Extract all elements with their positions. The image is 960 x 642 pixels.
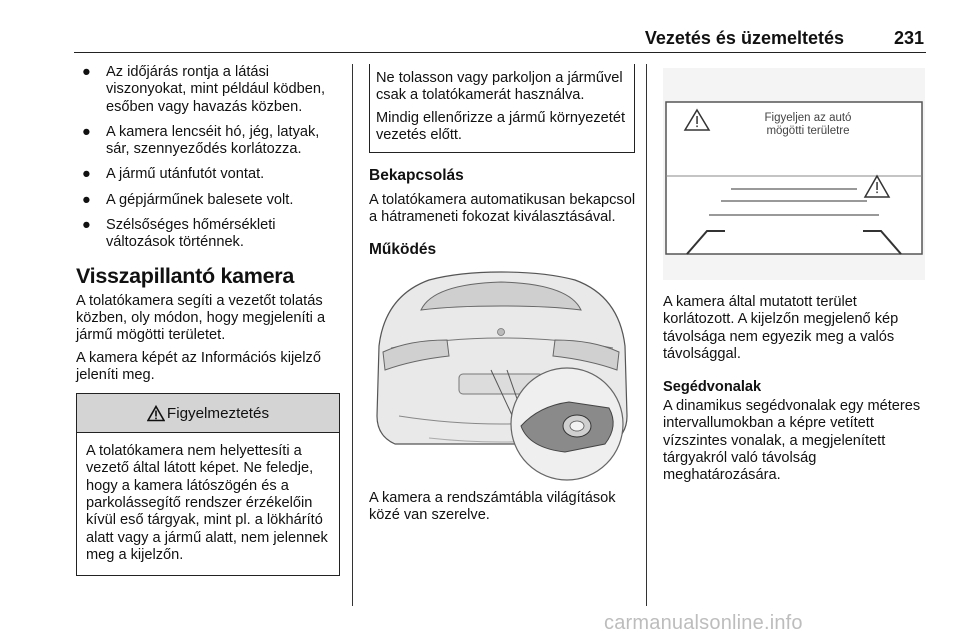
camera-area-paragraph: A kamera által mutatott terület korlátozott. A kijelzőn megjelenő kép távolsága nem egyezik meg a valós távolsággal. (663, 294, 899, 362)
display-paragraph: A kamera képét az Információs kijelző jeleníti meg. (76, 349, 321, 383)
list-item: ● A jármű utánfutót vontat. (82, 166, 265, 183)
intro-paragraph: A tolatókamera segíti a vezetőt tolatás közben, oly módon, hogy megjeleníti a jármű mögötti területet. (76, 292, 326, 344)
column-divider-2 (646, 64, 647, 606)
page-title: Vezetés és üzemeltetés (644, 28, 844, 48)
list-item: ● A gépjárműnek balesete volt. (82, 191, 294, 208)
warning-icon (147, 405, 165, 422)
column-1 (76, 64, 344, 576)
screen-message-line-1: Figyeljen az autó (764, 112, 852, 124)
heading-switch-on: Bekapcsolás (369, 167, 464, 185)
guidelines-paragraph: A dinamikus segédvonalak egy méteres intervallumokban a képre vetített vízszintes vonalak, a megjelenített tárgyakról való távolság meghatározására. (663, 398, 921, 484)
column-divider-1 (352, 64, 353, 606)
camera-display-figure (663, 68, 925, 280)
switch-on-paragraph: A tolatókamera automatikusan bekapcsol a hátrameneti fokozat kiválasztásával. (369, 192, 636, 226)
warning-header (77, 394, 339, 433)
figure-caption: A kamera a rendszámtábla világítások közé van szerelve. (369, 489, 616, 524)
list-item: ● Az időjárás rontja a látási viszonyokat, mint például ködben, esőben vagy havazás közben. (82, 64, 326, 115)
condition-list (76, 64, 344, 252)
car-rear-camera-figure (369, 266, 633, 481)
screen-message-line-2: mögötti területre (766, 125, 850, 137)
column-3 (663, 64, 927, 490)
column-2 (369, 64, 637, 529)
note-line-1: Ne tolasson vagy parkoljon a járművel csak a tolatókamerát használva. (376, 70, 623, 104)
section-title: Visszapillantó kamera (76, 263, 294, 288)
page-header (74, 26, 926, 53)
list-item: ● A kamera lencséit hó, jég, latyak, sár, szennyeződés korlátozza. (82, 123, 320, 158)
page-number: 231 (893, 28, 924, 48)
list-item: ● Szélsőséges hőmérsékleti változások történnek. (82, 217, 276, 251)
watermark: carmanualsonline.info (604, 612, 803, 634)
note-box (369, 64, 635, 153)
heading-guidelines: Segédvonalak (663, 379, 762, 396)
warning-box (76, 393, 340, 576)
warning-title: Figyelmeztetés (166, 404, 270, 422)
note-line-2: Mindig ellenőrizze a jármű környezetét vezetés előtt. (376, 109, 626, 143)
heading-operation: Működés (369, 240, 437, 258)
warning-text: A tolatókamera nem helyettesíti a vezető által látott képet. Ne feledje, hogy a kamera látószögén és a parkolássegítő rendszer érzékelőin kívül eső tárgyak, mint pl. a lökhárító alatt vagy a jármű alatt, nem jelennek meg a kijelzőn. (86, 443, 328, 563)
